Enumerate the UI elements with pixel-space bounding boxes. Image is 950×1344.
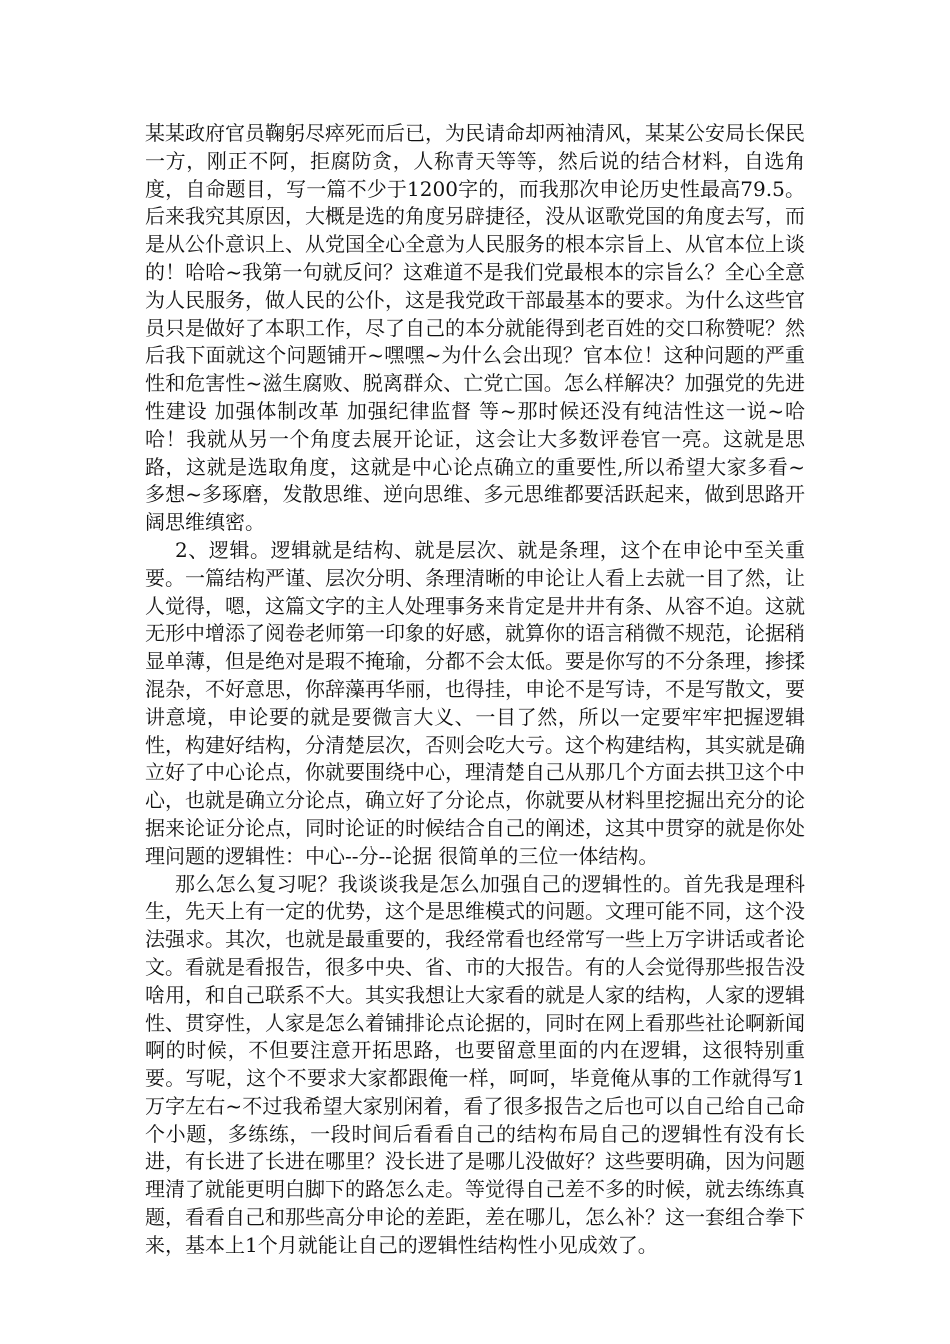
body-paragraph-1: 某某政府官员鞠躬尽瘁死而后已，为民请命却两袖清风，某某公安局长保民一方，刚正不阿，拒腐防贪，人称青天等等，然后说的结合材料，自选角度，自命题目，写一篇不少于1200字的，而我那次申论历史性最高79.5。后来我究其原因，大概是选的角度另辟捷径，没从讴歌党国的角度去写，而是从公仆意识上、从党国全心全意为人民服务的根本宗旨上、从官本位上谈的！哈哈~我第一句就反问？这难道不是我们党最根本的宗旨么？全心全意为人民服务，做人民的公仆，这是我党政干部最基本的要求。为什么这些官员只是做好了本职工作，尽了自己的本分就能得到老百姓的交口称赞呢？然后我下面就这个问题铺开~嘿嘿~为什么会出现？官本位！这种问题的严重性和危害性~滋生腐败、脱离群众、亡党亡国。怎么样解决？加强党的先进性建设 加强体制改革 加强纪律监督 等~那时候还没有纯洁性这一说~哈哈！我就从另一个角度去展开论证，这会让大多数评卷官一亮。这就是思路，这就是选取角度，这就是中心论点确立的重要性,所以希望大家多看~多想~多琢磨，发散思维、逆向思维、多元思维都要活跃起来，做到思路开阔思维缜密。 [145,121,805,535]
body-paragraph-2: 2、逻辑。逻辑就是结构、就是层次、就是条理，这个在申论中至关重要。一篇结构严谨、层次分明、条理清晰的申论让人看上去就一目了然，让人觉得，嗯，这篇文字的主人处理事务来肯定是井井有条、从容不迫。这就无形中增添了阅卷老师第一印象的好感，就算你的语言稍微不规范，论据稍显单薄，但是绝对是瑕不掩瑜，分都不会太低。要是你写的不分条理，掺揉混杂，不好意思，你辞藻再华丽，也得挂，申论不是写诗，不是写散文，要讲意境，申论要的就是要微言大义、一目了然，所以一定要牢牢把握逻辑性，构建好结构，分清楚层次，否则会吃大亏。这个构建结构，其实就是确立好了中心论点，你就要围绕中心，理清楚自己从那几个方面去拱卫这个中心，也就是确立分论点，确立好了分论点，你就要从材料里挖掘出充分的论据来论证分论点，同时论证的时候结合自己的阐述，这其中贯穿的就是你处理问题的逻辑性：中心--分--论据 很简单的三位一体结构。 [145,537,805,868]
document-body [145,120,805,1260]
body-paragraph-3: 那么怎么复习呢？我谈谈我是怎么加强自己的逻辑性的。首先我是理科生，先天上有一定的优势，这个是思维模式的问题。文理可能不同，这个没法强求。其次，也就是最重要的，我经常看也经常写一些上万字讲话或者论文。看就是看报告，很多中央、省、市的大报告。有的人会觉得那些报告没啥用，和自己联系不大。其实我想让大家看的就是人家的结构，人家的逻辑性、贯穿性，人家是怎么着铺排论点论据的，同时在网上看那些社论啊新闻啊的时候，不但要注意开拓思路，也要留意里面的内在逻辑，这很特别重要。写呢，这个不要求大家都跟俺一样，呵呵，毕竟俺从事的工作就得写1万字左右~不过我希望大家别闲着，看了很多报告之后也可以自己给自己命个小题，多练练，一段时间后看看自己的结构布局自己的逻辑性有没有长进，有长进了长进在哪里？没长进了是哪儿没做好？这些要明确，因为问题理清了就能更明白脚下的路怎么走。等觉得自己差不多的时候，就去练练真题，看看自己和那些高分申论的差距，差在哪儿，怎么补？这一套组合拳下来，基本上1个月就能让自己的逻辑性结构性小见成效了。 [145,871,805,1257]
